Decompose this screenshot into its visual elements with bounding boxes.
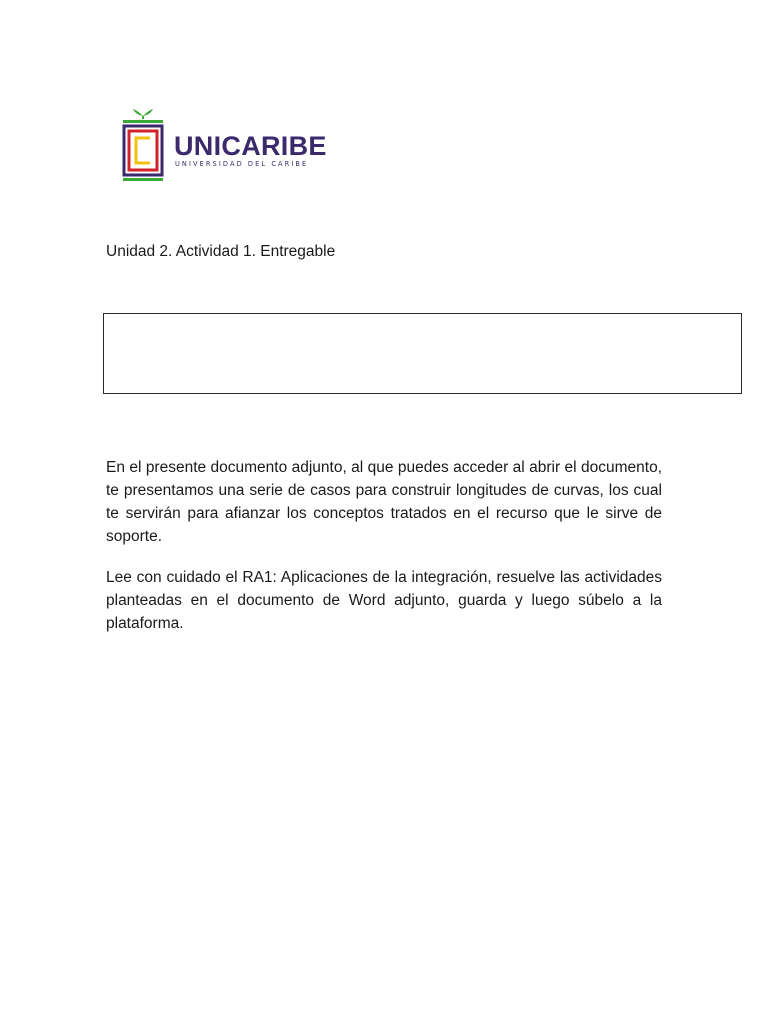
logo-tagline: UNIVERSIDAD DEL CARIBE <box>175 160 309 168</box>
empty-text-box <box>103 313 742 394</box>
logo-wordmark: UNICARIBE <box>174 131 327 161</box>
body-paragraph-2: Lee con cuidado el RA1: Aplicaciones de la integración, resuelve las actividades planteadas en el documento de Word adjunto, guarda y luego súbelo a la plataforma. <box>106 569 662 632</box>
unicaribe-emblem-icon <box>121 106 165 182</box>
body-paragraph-1: En el presente documento adjunto, al que puedes acceder al abrir el documento, te presentamos una serie de casos para construir longitudes de curvas, los cual te servirán para afianzar los conceptos tratados en el recurso que le sirve de soporte. <box>106 459 662 545</box>
document-heading: Unidad 2. Actividad 1. Entregable <box>106 243 336 260</box>
unicaribe-logo <box>121 106 327 182</box>
